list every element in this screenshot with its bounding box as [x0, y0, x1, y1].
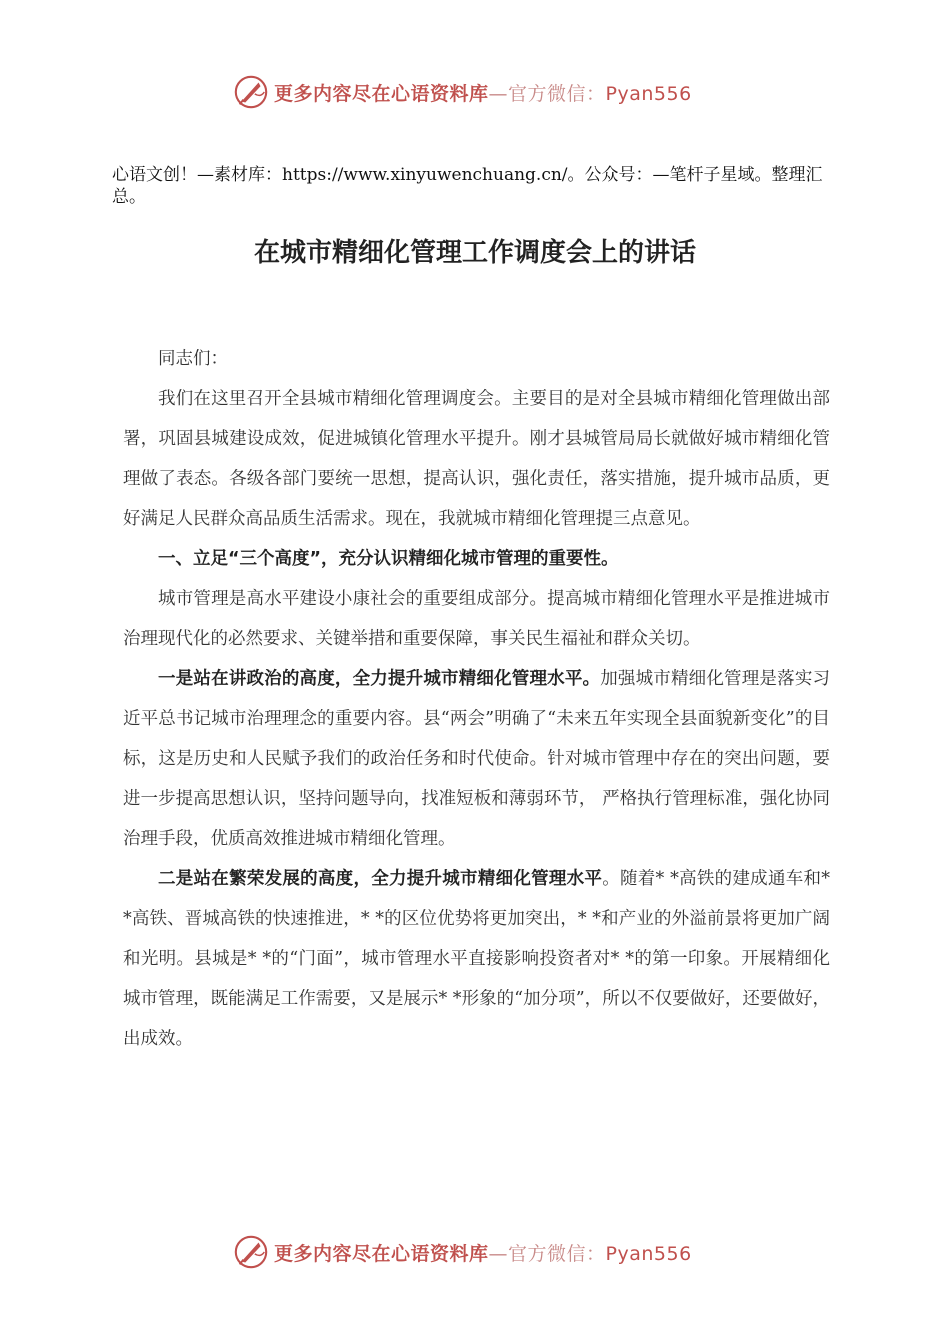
section-heading-1: 一、立足“三个高度”，充分认识精细化城市管理的重要性。 — [158, 549, 619, 569]
banner-main-text: 更多内容尽在心语资料库 — [274, 82, 489, 105]
paragraph-4-lead: 二是站在繁荣发展的高度，全力提升城市精细化管理水平 — [158, 869, 603, 889]
banner-text — [274, 79, 692, 106]
banner-wechat-label: 官方微信： — [508, 1242, 606, 1265]
paragraph-4-text: 。随着* *高铁的建成通车和* *高铁、晋城高铁的快速推进，* *的区位优势将更加突出，* *和产业的外溢前景将更加广阔和光明。县城是* *的“门面”，城市管理水平直接影响投资者对* *的第一印象。开展精细化城市管理，既能满足工作需要，又是展示* *形象的“加分项”，所以不仅要做好，还要做好，出成效。 — [123, 869, 831, 1049]
salutation: 同志们： — [158, 349, 228, 369]
paragraph-1: 我们在这里召开全县城市精细化管理调度会。主要目的是对全县城市精细化管理做出部署，巩固县城建设成效，促进城镇化管理水平提升。刚才县城管局局长就做好城市精细化管理做了表态。各级各部门要统一思想，提高认识，强化责任，落实措施，提升城市品质，更好满足人民群众高品质生活需求。现在，我就城市精细化管理提三点意见。 — [123, 389, 830, 529]
banner-dash: — — [488, 82, 509, 105]
banner-wechat-id: Pyan556 — [605, 82, 692, 105]
paragraph-3 — [123, 659, 830, 859]
banner-main-text: 更多内容尽在心语资料库 — [274, 1242, 489, 1265]
paragraph-3-text: 加强城市精细化管理是落实习近平总书记城市治理理念的重要内容。县“两会”明确了“未来五年实现全县面貌新变化”的目标，这是历史和人民赋予我们的政治任务和时代使命。针对城市管理中存在的突出问题，要进一步提高思想认识，坚持问题导向，找准短板和薄弱环节， 严格执行管理标准，强化协同治理手段，优质高效推进城市精细化管理。 — [123, 669, 831, 849]
banner-dash: — — [488, 1242, 509, 1265]
banner-wechat-label: 官方微信： — [508, 82, 606, 105]
quill-logo-icon — [232, 1233, 270, 1271]
source-line: 心语文创！—素材库：https://www.xinyuwenchuang.cn/。公众号：—笔杆子星域。整理汇总。 — [112, 165, 823, 207]
header-banner — [232, 72, 732, 112]
banner-text — [274, 1239, 692, 1266]
document-title: 在城市精细化管理工作调度会上的讲话 — [253, 238, 696, 268]
document-body — [123, 339, 830, 1059]
banner-wechat-id: Pyan556 — [605, 1242, 692, 1265]
quill-logo-icon — [232, 73, 270, 111]
footer-banner — [232, 1232, 732, 1272]
paragraph-4 — [123, 859, 830, 1059]
paragraph-2: 城市管理是高水平建设小康社会的重要组成部分。提高城市精细化管理水平是推进城市治理现代化的必然要求、关键举措和重要保障，事关民生福祉和群众关切。 — [123, 589, 830, 649]
paragraph-3-lead: 一是站在讲政治的高度，全力提升城市精细化管理水平。 — [158, 669, 601, 689]
